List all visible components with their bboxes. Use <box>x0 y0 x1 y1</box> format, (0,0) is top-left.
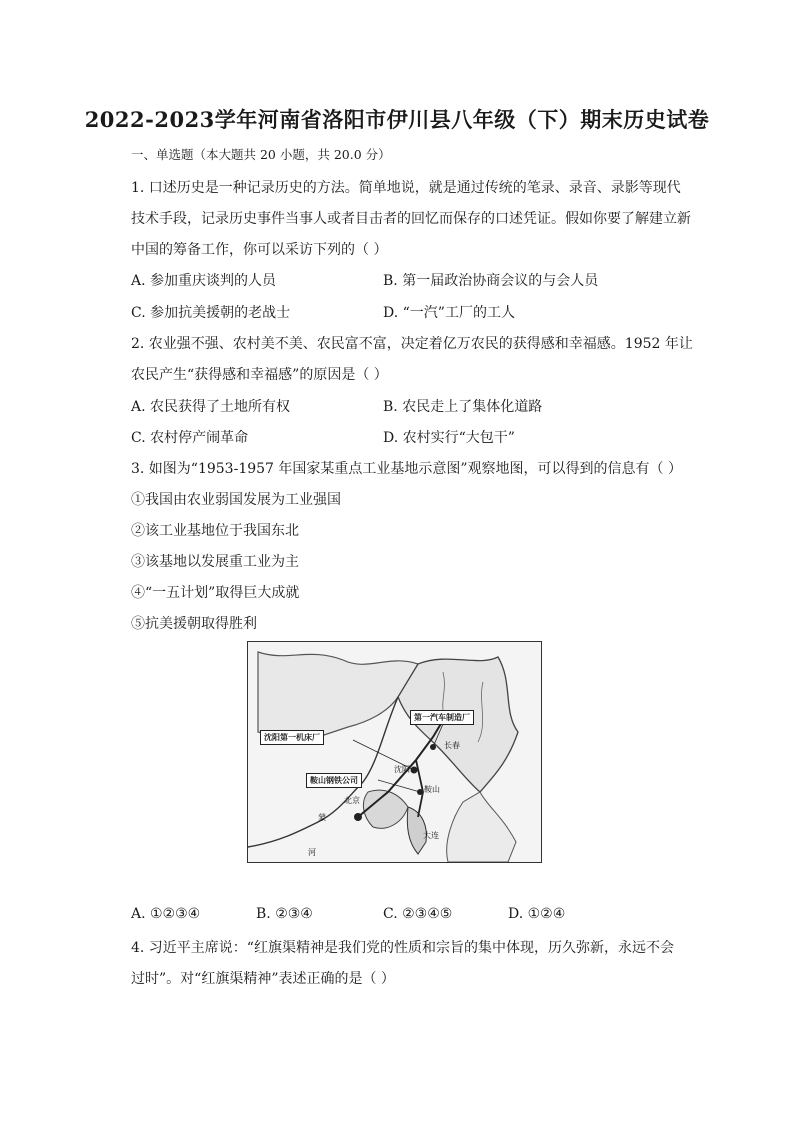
q2-option-d: D. 农村实行“大包干” <box>383 430 515 446</box>
q2-option-b: B. 农民走上了集体化道路 <box>383 399 543 415</box>
q3-line-1: 3. 如图为“1953-1957 年国家某重点工业基地示意图”观察地图，可以得到的信息有（ ） <box>131 461 683 477</box>
q3-statement-2: ②该工业基地位于我国东北 <box>131 523 299 539</box>
q3-option-a: A. ①②③④ <box>131 906 201 922</box>
q3-statement-4: ④“一五计划”取得巨大成就 <box>131 585 300 601</box>
q2-line-1: 2. 农业强不强、农村美不美、农民富不富，决定着亿万农民的获得感和幸福感。1952 年让 <box>131 336 693 352</box>
map-callout-faw: 第一汽车制造厂 <box>410 710 474 725</box>
section-header: 一、单选题（本大题共 20 小题，共 20.0 分） <box>131 147 391 162</box>
q4-line-1: 4. 习近平主席说：“红旗渠精神是我们党的性质和宗旨的集中体现，历久弥新，永远不会 <box>131 940 674 956</box>
q1-line-2: 技术手段，记录历史事件当事人或者目击者的回忆而保存的口述凭证。假如你要了解建立新 <box>131 211 691 227</box>
map-city-anshan: 鞍山 <box>424 785 440 794</box>
q3-option-d: D. ①②④ <box>508 906 566 922</box>
q2-option-c: C. 农村停产闹革命 <box>131 430 249 446</box>
q1-line-1: 1. 口述历史是一种记录历史的方法。简单地说，就是通过传统的笔录、录音、录影等现代 <box>131 180 681 196</box>
q1-option-c: C. 参加抗美援朝的老战士 <box>131 305 291 321</box>
q1-line-3: 中国的筹备工作，你可以采访下列的（ ） <box>131 242 388 258</box>
map-city-changchun: 长春 <box>444 741 460 750</box>
q3-statement-5: ⑤抗美援朝取得胜利 <box>131 616 257 632</box>
q2-line-2: 农民产生“获得感和幸福感”的原因是（ ） <box>131 367 388 383</box>
industrial-base-map <box>247 641 542 863</box>
map-label-meng: 蒙 <box>318 813 326 822</box>
map-label-dalian: 大连 <box>423 831 439 840</box>
q2-option-a: A. 农民获得了土地所有权 <box>131 399 291 415</box>
q3-statement-3: ③该基地以发展重工业为主 <box>131 554 299 570</box>
q1-option-d: D. “一汽”工厂的工人 <box>383 305 515 321</box>
map-city-shenyang: 沈阳 <box>394 765 410 774</box>
map-callout-shenyang-machine: 沈阳第一机床厂 <box>260 730 324 745</box>
map-city-beijing: 北京 <box>344 796 360 805</box>
q1-option-a: A. 参加重庆谈判的人员 <box>131 273 277 289</box>
map-label-he: 河 <box>308 848 316 857</box>
q3-option-c: C. ②③④⑤ <box>383 906 453 922</box>
q3-statement-1: ①我国由农业弱国发展为工业强国 <box>131 492 341 508</box>
exam-title: 2022-2023学年河南省洛阳市伊川县八年级（下）期末历史试卷 <box>84 107 710 132</box>
q1-option-b: B. 第一届政治协商会议的与会人员 <box>383 273 599 289</box>
map-callout-anshan-steel: 鞍山钢铁公司 <box>306 773 362 788</box>
map-drawing <box>248 642 541 862</box>
q4-line-2: 过时”。对“红旗渠精神”表述正确的是（ ） <box>131 971 395 987</box>
q3-option-b: B. ②③④ <box>256 906 313 922</box>
